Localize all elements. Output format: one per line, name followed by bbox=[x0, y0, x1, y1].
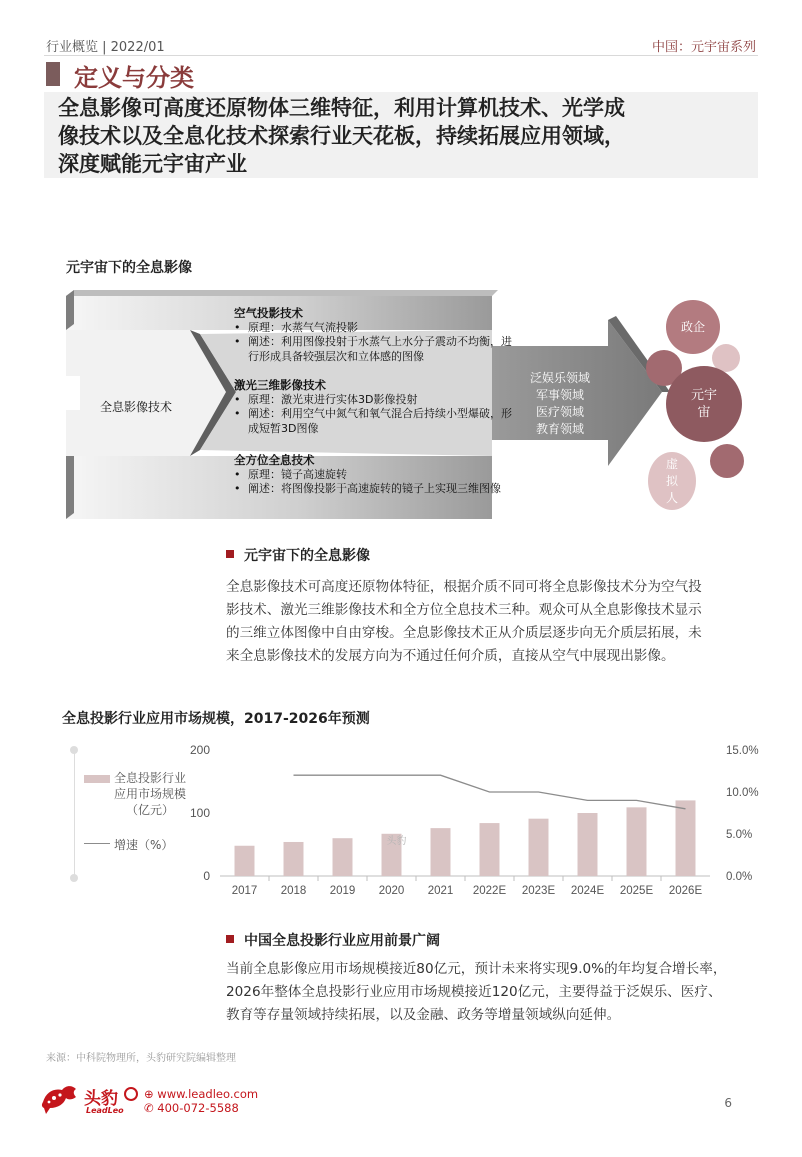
report-series: 中国：元宇宙系列 bbox=[651, 40, 756, 55]
watermark: 头豹 bbox=[386, 836, 407, 847]
headline-line: 深度赋能元宇宙产业 bbox=[58, 152, 247, 176]
x-axis-tick-label: 2022E bbox=[472, 885, 507, 897]
headline-line: 全息影像可高度还原物体三维特征，利用计算机技术、光学成 bbox=[58, 96, 625, 120]
brand-english: LeadLeo bbox=[86, 1106, 124, 1115]
application-field: 泛娱乐领域 bbox=[529, 371, 590, 385]
bullet-square bbox=[226, 550, 234, 558]
bar bbox=[431, 828, 451, 876]
application-field: 军事领域 bbox=[535, 388, 584, 402]
circle-metaverse: 元宇宙 bbox=[666, 366, 742, 442]
y2-axis-tick-label: 5.0% bbox=[726, 829, 753, 841]
block2-paragraph: 当前全息影像应用市场规模接近80亿元，预计未来将实现9.0%的年均复合增长率， 2026年整体全息投影行业应用市场规模接近120亿元，主要得益于泛娱乐、医疗、 教育等存量领域持续拓展，以及金融、政务等增量领域纵向延伸。 bbox=[226, 961, 727, 1023]
application-field: 医疗领域 bbox=[535, 405, 584, 419]
chart-title: 全息投影行业应用市场规模，2017-2026年预测 bbox=[62, 711, 370, 727]
tech-name: 激光三维影像技术 bbox=[234, 378, 326, 392]
center-technology-label: 全息影像技术 bbox=[100, 400, 173, 414]
leopard-logo-icon bbox=[40, 1082, 80, 1116]
y2-axis-tick-label: 0.0% bbox=[726, 871, 753, 883]
brand-name: 头豹 bbox=[84, 1089, 118, 1109]
y-axis-tick-label: 200 bbox=[189, 743, 210, 757]
tech-item: • 原理：镜子高速旋转 bbox=[234, 467, 347, 481]
growth-rate-line bbox=[294, 775, 686, 809]
application-fields bbox=[518, 370, 602, 438]
phone-number: ✆ 400-072-5588 bbox=[144, 1101, 239, 1115]
section-marker bbox=[46, 62, 60, 86]
x-axis-tick-label: 2020 bbox=[378, 885, 405, 897]
brand-e-icon bbox=[124, 1087, 138, 1101]
x-axis-tick-label: 2026E bbox=[668, 885, 703, 897]
x-axis-tick-label: 2017 bbox=[231, 885, 258, 897]
market-size-chart bbox=[180, 738, 770, 902]
bar bbox=[333, 838, 353, 876]
tech-laser-3d bbox=[234, 378, 512, 436]
bar bbox=[284, 842, 304, 876]
section-title: 定义与分类 bbox=[74, 64, 194, 92]
top-band-side bbox=[66, 290, 74, 330]
legend-divider-dot bbox=[70, 874, 78, 882]
legend-divider bbox=[74, 750, 75, 878]
block1-title: 元宇宙下的全息影像 bbox=[244, 548, 370, 564]
legend-line-label: 增速（%） bbox=[114, 838, 174, 852]
tech-item: • 原理：水蒸气气流投影 bbox=[234, 320, 358, 334]
decor-circle bbox=[710, 444, 744, 478]
block2-title: 中国全息投影行业应用前景广阔 bbox=[244, 933, 440, 949]
x-axis-tick-label: 2019 bbox=[329, 885, 356, 897]
bullet-square bbox=[226, 935, 234, 943]
bar bbox=[578, 813, 598, 876]
y2-axis-tick-label: 10.0% bbox=[726, 787, 759, 799]
legend-bar-label: 全息投影行业 应用市场规模 （亿元） bbox=[114, 771, 187, 817]
bar bbox=[480, 823, 500, 876]
circle-government: 政企 bbox=[666, 300, 720, 354]
x-axis-tick-label: 2018 bbox=[280, 885, 307, 897]
tech-item: • 阐述：将图像投影于高速旋转的镜子上实现三维图像 bbox=[234, 482, 501, 495]
tech-name: 全方位全息技术 bbox=[234, 453, 315, 467]
tech-omnidirectional bbox=[234, 453, 512, 497]
contact-info bbox=[144, 1087, 258, 1115]
y-axis-tick-label: 100 bbox=[189, 806, 210, 820]
x-axis-tick-label: 2023E bbox=[521, 885, 556, 897]
globe-icon: ⊕ bbox=[144, 1087, 158, 1101]
tech-item: • 阐述：利用图像投射于水蒸气上水分子震动不均衡，进行形成具备较强层次和立体感的图像 bbox=[234, 335, 512, 363]
source-note: 来源：中科院物理所，头豹研究院编辑整理 bbox=[46, 1053, 236, 1064]
figure1-title: 元宇宙下的全息影像 bbox=[66, 260, 192, 276]
headline-box bbox=[44, 92, 758, 178]
bar bbox=[235, 846, 255, 876]
bar bbox=[529, 819, 549, 876]
circle-virtual-human: 虚拟人 bbox=[648, 452, 696, 510]
legend-bar-swatch bbox=[84, 775, 110, 783]
y2-axis-tick-label: 15.0% bbox=[726, 745, 759, 757]
website-link[interactable]: ⊕ www.leadleo.com bbox=[144, 1087, 259, 1101]
tech-air-projection bbox=[234, 306, 512, 364]
tech-item: • 阐述：利用空气中氮气和氧气混合后持续小型爆破，形成短暂3D图像 bbox=[234, 407, 512, 435]
legend-divider-dot bbox=[70, 746, 78, 754]
top-band-edge bbox=[66, 290, 498, 296]
phone-icon: ✆ bbox=[144, 1101, 158, 1115]
x-axis-tick-label: 2024E bbox=[570, 885, 605, 897]
tech-name: 空气投影技术 bbox=[234, 306, 303, 320]
tech-item: • 原理：激光束进行实体3D影像投射 bbox=[234, 392, 418, 406]
legend-line-swatch bbox=[84, 843, 110, 844]
report-category: 行业概览 | 2022/01 bbox=[46, 40, 165, 55]
bar bbox=[676, 800, 696, 876]
headline-line: 像技术以及全息化技术探索行业天花板，持续拓展应用领域， bbox=[58, 124, 625, 148]
bottom-band-side bbox=[66, 450, 74, 519]
x-axis-tick-label: 2025E bbox=[619, 885, 654, 897]
header-divider bbox=[44, 55, 758, 56]
x-axis-tick-label: 2021 bbox=[427, 885, 454, 897]
application-field: 教育领域 bbox=[535, 422, 584, 436]
block1-paragraph: 全息影像技术可高度还原物体特征，根据介质不同可将全息影像技术分为空气投 影技术、激光三维影像技术和全方位全息技术三种。观众可从全息影像技术显示 的三维立体图像中自由穿梭。全息影像技术正从介质层逐步向无介质层拓展，未 来全息影像技术的发展方向为不通过任何介质，直接从空气中展现出影像。 bbox=[226, 579, 702, 664]
page-number: 6 bbox=[724, 1096, 732, 1110]
y-axis-tick-label: 0 bbox=[203, 869, 210, 883]
bar bbox=[627, 807, 647, 876]
